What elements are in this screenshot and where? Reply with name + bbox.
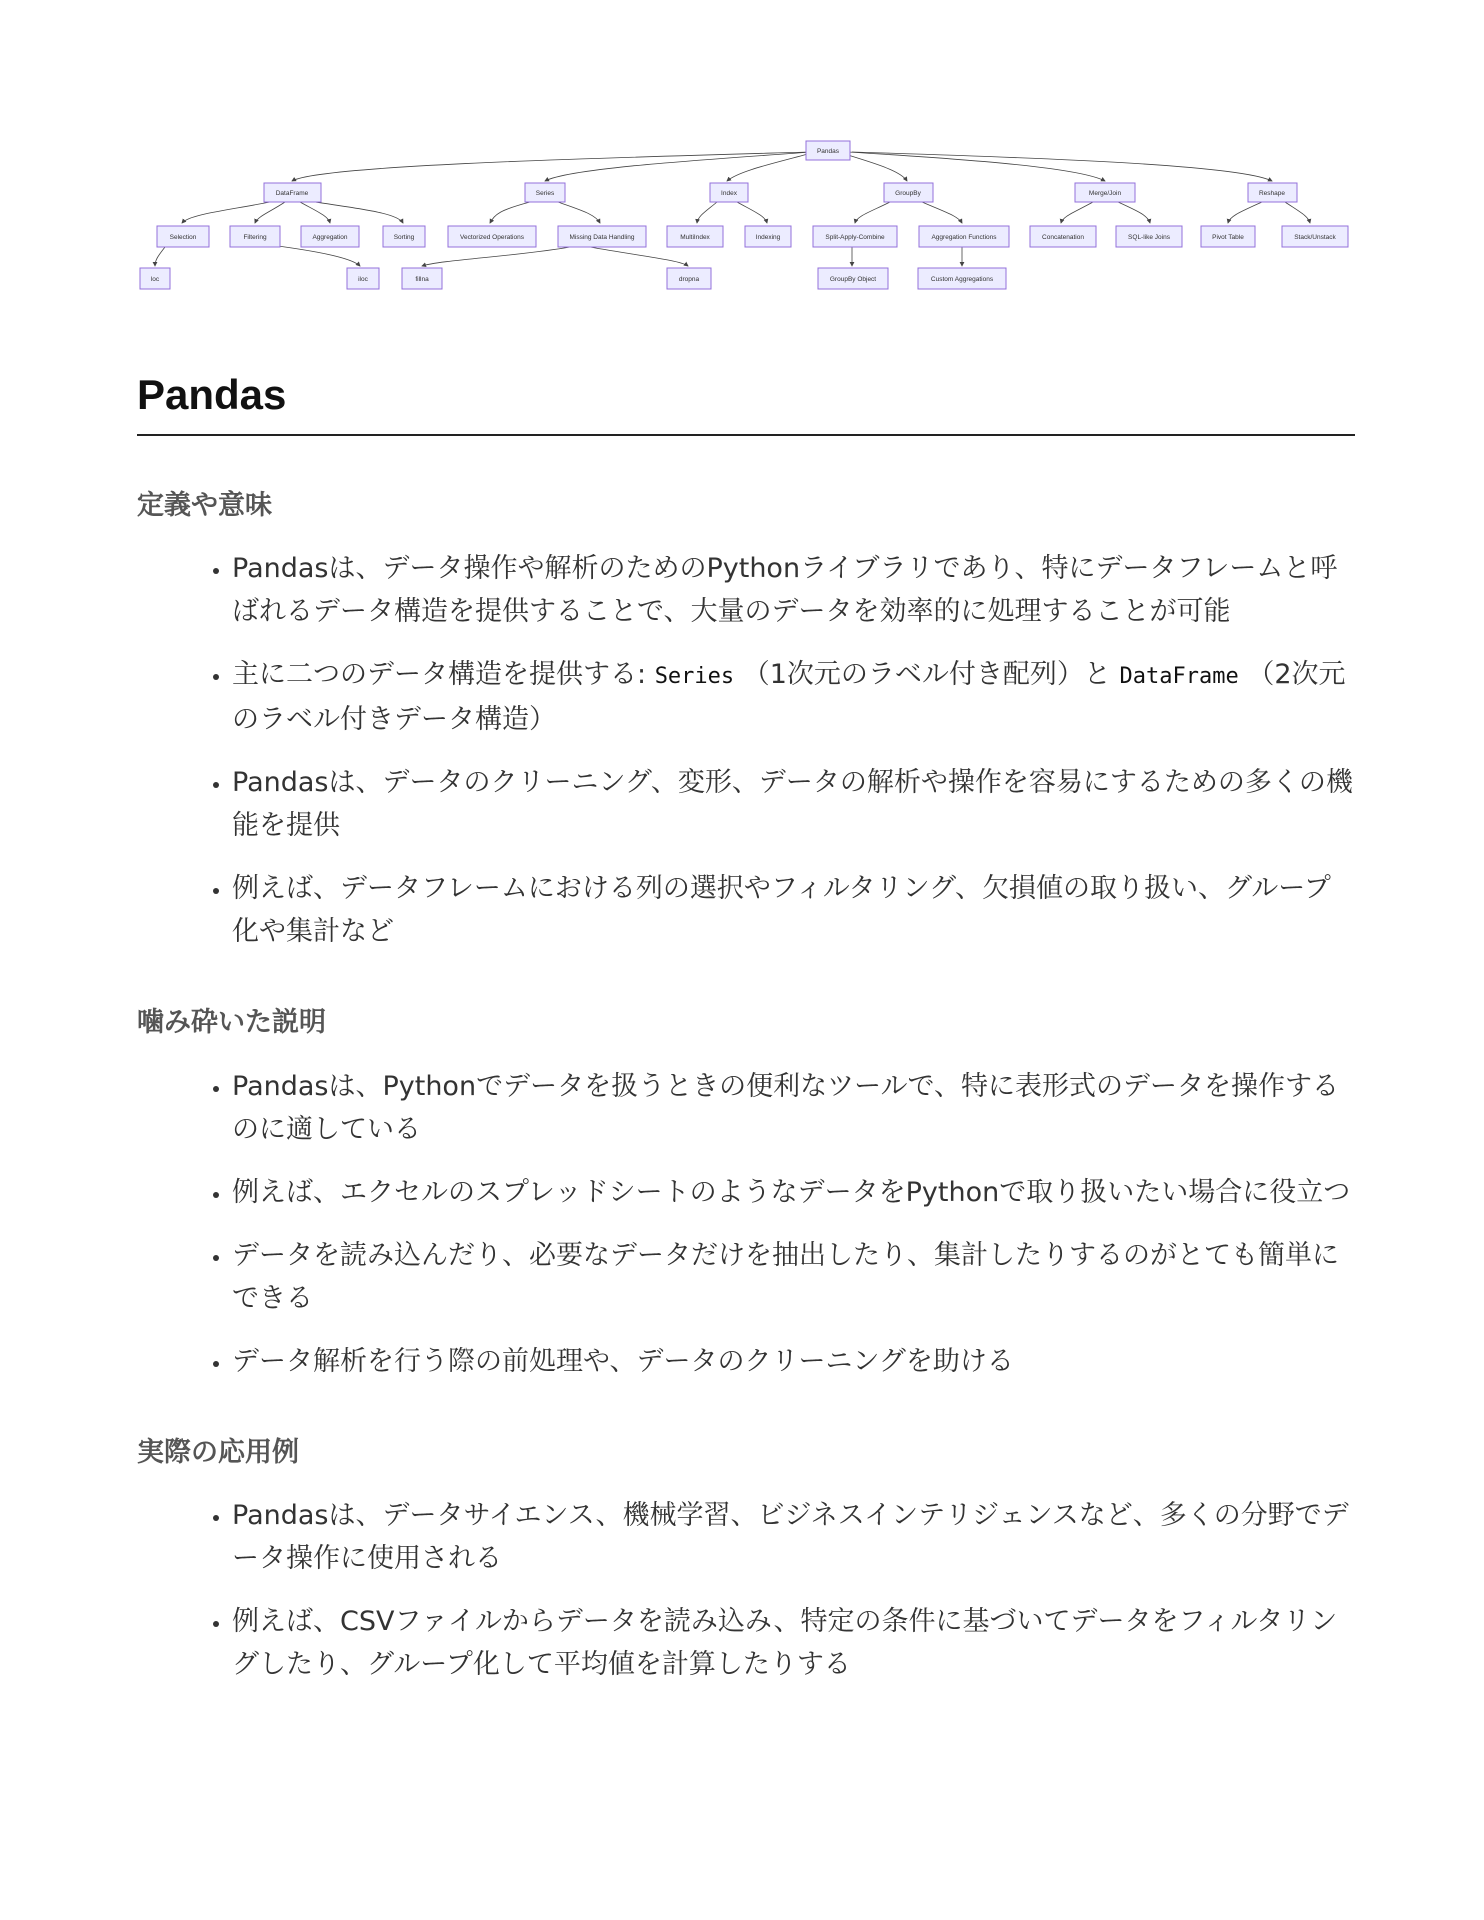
svg-text:MultiIndex: MultiIndex — [680, 234, 710, 241]
explanation-list — [137, 1065, 1355, 1383]
svg-text:Aggregation: Aggregation — [312, 234, 348, 241]
diagram-node-indexing — [745, 226, 791, 247]
svg-text:Missing Data Handling: Missing Data Handling — [569, 234, 635, 241]
diagram-node-stack-unstack — [1282, 226, 1348, 247]
svg-text:Index: Index — [721, 190, 737, 197]
svg-text:DataFrame: DataFrame — [275, 190, 309, 197]
diagram-edges — [155, 152, 1310, 266]
applications-list — [137, 1494, 1355, 1686]
list-item: • Pandasは、データ操作や解析のためのPythonライブラリであり、特にデータフレームと呼ばれるデータ構造を提供することで、大量のデータを効率的に処理することが可能 — [232, 547, 1355, 633]
diagram-node-fillna — [402, 268, 442, 289]
diagram-node-groupby-object — [818, 268, 888, 289]
diagram-node-groupby — [884, 183, 933, 202]
diagram-node-sorting — [383, 226, 425, 247]
list-item: • 例えば、エクセルのスプレッドシートのようなデータをPythonで取り扱いたい場合に役立つ — [232, 1171, 1355, 1214]
pandas-concept-diagram — [0, 0, 1484, 310]
svg-text:Stack/Unstack: Stack/Unstack — [1294, 234, 1336, 241]
svg-text:Aggregation Functions: Aggregation Functions — [931, 234, 997, 241]
diagram-node-filtering — [230, 226, 280, 247]
svg-text:Custom Aggregations: Custom Aggregations — [930, 276, 994, 283]
svg-text:Series: Series — [535, 190, 555, 197]
diagram-node-series — [525, 183, 565, 202]
diagram-node-reshape — [1248, 183, 1297, 202]
list-item: • 主に二つのデータ構造を提供する: Series （1次元のラベル付き配列）と DataFrame （2次元のラベル付きデータ構造） — [232, 653, 1355, 741]
svg-text:fillna: fillna — [415, 276, 429, 283]
diagram-node-vectorized-operations — [448, 226, 536, 247]
svg-text:iloc: iloc — [358, 276, 368, 283]
svg-text:Selection: Selection — [169, 234, 197, 241]
svg-text:Reshape: Reshape — [1258, 190, 1286, 197]
list-item: • Pandasは、データサイエンス、機械学習、ビジネスインテリジェンスなど、多くの分野でデータ操作に使用される — [232, 1494, 1355, 1580]
definition-list — [137, 547, 1355, 953]
diagram-node-multiindex — [667, 226, 723, 247]
svg-text:Vectorized Operations: Vectorized Operations — [460, 234, 524, 241]
diagram-node-loc — [140, 268, 170, 289]
diagram-node-pivot-table — [1201, 226, 1255, 247]
svg-text:Merge/Join: Merge/Join — [1088, 190, 1122, 197]
svg-text:loc: loc — [150, 276, 160, 283]
list-item: • Pandasは、データのクリーニング、変形、データの解析や操作を容易にするための多くの機能を提供 — [232, 761, 1355, 847]
list-item: • データ解析を行う際の前処理や、データのクリーニングを助ける — [232, 1340, 1355, 1383]
list-item: • 例えば、CSVファイルからデータを読み込み、特定の条件に基づいてデータをフィルタリングしたり、グループ化して平均値を計算したりする — [232, 1600, 1355, 1686]
document-body — [137, 370, 1355, 1706]
diagram-node-iloc — [347, 268, 379, 289]
svg-text:GroupBy Object: GroupBy Object — [829, 276, 877, 283]
diagram-node-index — [710, 183, 748, 202]
svg-text:Split-Apply-Combine: Split-Apply-Combine — [825, 234, 885, 241]
list-item: • Pandasは、Pythonでデータを扱うときの便利なツールで、特に表形式のデータを操作するのに適している — [232, 1065, 1355, 1151]
svg-text:Sorting: Sorting — [393, 234, 415, 241]
svg-text:dropna: dropna — [678, 276, 700, 283]
section-heading-applications: 実際の応用例 — [137, 1436, 299, 1468]
svg-text:Indexing: Indexing — [755, 234, 781, 241]
diagram-node-aggregation — [301, 226, 359, 247]
diagram-node-dataframe — [264, 183, 321, 202]
section-heading-explanation: 噛み砕いた説明 — [137, 1007, 326, 1039]
svg-text:SQL-like Joins: SQL-like Joins — [1128, 234, 1170, 241]
svg-text:Concatenation: Concatenation — [1042, 234, 1084, 241]
svg-text:Filtering: Filtering — [243, 234, 267, 241]
svg-text:Pandas: Pandas — [816, 148, 840, 155]
svg-text:Pivot Table: Pivot Table — [1212, 234, 1244, 241]
diagram-node-missing-data-handling — [558, 226, 646, 247]
diagram-node-merge-join — [1075, 183, 1135, 202]
page-title: Pandas — [137, 370, 1355, 436]
diagram-node-sql-like-joins — [1116, 226, 1182, 247]
diagram-node-custom-aggregations — [918, 268, 1006, 289]
diagram-node-dropna — [667, 268, 711, 289]
svg-text:GroupBy: GroupBy — [895, 190, 921, 197]
diagram-node-aggregation-functions — [919, 226, 1009, 247]
diagram-node-pandas — [806, 141, 850, 160]
list-item: • 例えば、データフレームにおける列の選択やフィルタリング、欠損値の取り扱い、グループ化や集計など — [232, 867, 1355, 953]
section-heading-definition: 定義や意味 — [137, 490, 272, 522]
diagram-node-concatenation — [1030, 226, 1096, 247]
list-item: • データを読み込んだり、必要なデータだけを抽出したり、集計したりするのがとても簡単にできる — [232, 1234, 1355, 1320]
diagram-node-selection — [157, 226, 209, 247]
diagram-node-split-apply-combine — [813, 226, 897, 247]
